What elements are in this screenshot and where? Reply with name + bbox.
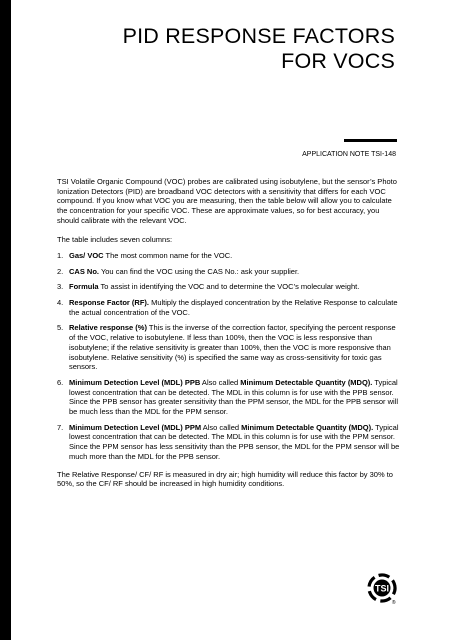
title-line-1: PID RESPONSE FACTORS [122, 24, 395, 48]
table-intro: The table includes seven columns: [57, 235, 173, 245]
list-term: Formula [69, 282, 99, 292]
list-text [69, 378, 402, 417]
list-item [57, 282, 402, 292]
list-description: Multiply the displayed concentration by the Relative Response to calculate the actual concentration of the VOC. [69, 298, 398, 317]
list-item [57, 378, 402, 417]
list-item [57, 423, 402, 462]
page-title [123, 24, 395, 74]
list-number: 6. [57, 377, 64, 387]
list-term-secondary: Minimum Detectable Quantity (MDQ). [241, 422, 374, 432]
tsi-logo-graphic [366, 573, 398, 605]
list-description: You can find the VOC using the CAS No.: ask your supplier. [99, 266, 300, 276]
intro-paragraph: TSI Volatile Organic Compound (VOC) probes are calibrated using isobutylene, but the sensor’s Photo Ionization Detectors (PID) are broadband VOC detectors with a sensitivity that differs for each VOC compound. If you know what VOC you are measuring, then the table below will allow you to calculate the concentration for your specific VOC. These are approximate values, so for best accuracy, you should calibrate with the relevant VOC. [57, 177, 397, 225]
list-item [57, 267, 402, 277]
title-line-2: FOR VOCS [281, 49, 395, 73]
tsi-logo-icon [366, 573, 398, 605]
list-term: Relative response (%) [69, 323, 147, 333]
list-description: To assist in identifying the VOC and to determine the VOC’s molecular weight. [98, 282, 360, 292]
application-note-label: APPLICATION NOTE TSI-148 [302, 151, 396, 158]
list-number: 5. [57, 323, 64, 333]
list-description: The most common name for the VOC. [103, 250, 233, 260]
list-number: 7. [57, 422, 64, 432]
list-item [57, 251, 402, 261]
title-divider [344, 139, 397, 142]
list-text [69, 298, 402, 317]
list-description: Also called [200, 377, 241, 387]
list-item [57, 323, 402, 372]
list-text [69, 267, 402, 277]
column-list [57, 251, 402, 462]
list-text [69, 323, 402, 372]
list-term: Response Factor (RF). [69, 298, 150, 308]
list-number: 2. [57, 266, 64, 276]
list-description-secondary: Typical lowest concentration that can be detected. The MDL in this column is for use with the PPB sensor. Since the PPB sensor has greater sensitivity than the PPM sensor, the MDL for the PPB sensor will be much less than the MDL for the PPM sensor. [69, 377, 399, 417]
logo-text: TSI [374, 583, 390, 594]
document-body [57, 177, 402, 499]
left-margin-bar [0, 0, 11, 640]
list-term: Minimum Detection Level (MDL) PPB [69, 377, 201, 387]
list-text [69, 251, 402, 261]
list-term: CAS No. [69, 266, 99, 276]
list-item [57, 298, 402, 317]
list-number: 1. [57, 250, 64, 260]
list-description: Also called [201, 422, 242, 432]
logo-registered-mark: ® [391, 600, 396, 605]
list-description: This is the inverse of the correction factor, specifying the percent response of the VOC, relative to isobutylene. If less than 100%, then the VOC is less responsive than isobutylene; if the relative sensitivity is greater than 100%, then the VOC is more responsive than isobutylene. Relative sensitivity (%) is specified the same way as cross-sensitivity for toxic gas sensors. [69, 323, 396, 372]
list-term: Minimum Detection Level (MDL) PPM [69, 422, 202, 432]
list-number: 3. [57, 282, 64, 292]
list-text [69, 282, 402, 292]
list-term-secondary: Minimum Detectable Quantity (MDQ). [240, 377, 373, 387]
list-text [69, 423, 402, 462]
list-term: Gas/ VOC [69, 250, 104, 260]
list-number: 4. [57, 298, 64, 308]
list-description-secondary: Typical lowest concentration that can be detected. The MDL in this column is for use with the PPM sensor. Since the PPM sensor has less sensitivity than the PPB sensor, the MDL for the PPM sensor will be much more than the MDL for the PPB sensor. [69, 422, 400, 461]
closing-paragraph: The Relative Response/ CF/ RF is measured in dry air; high humidity will reduce this factor by 30% to 50%, so the CF/ RF should be increased in high humidity conditions. [57, 469, 393, 489]
